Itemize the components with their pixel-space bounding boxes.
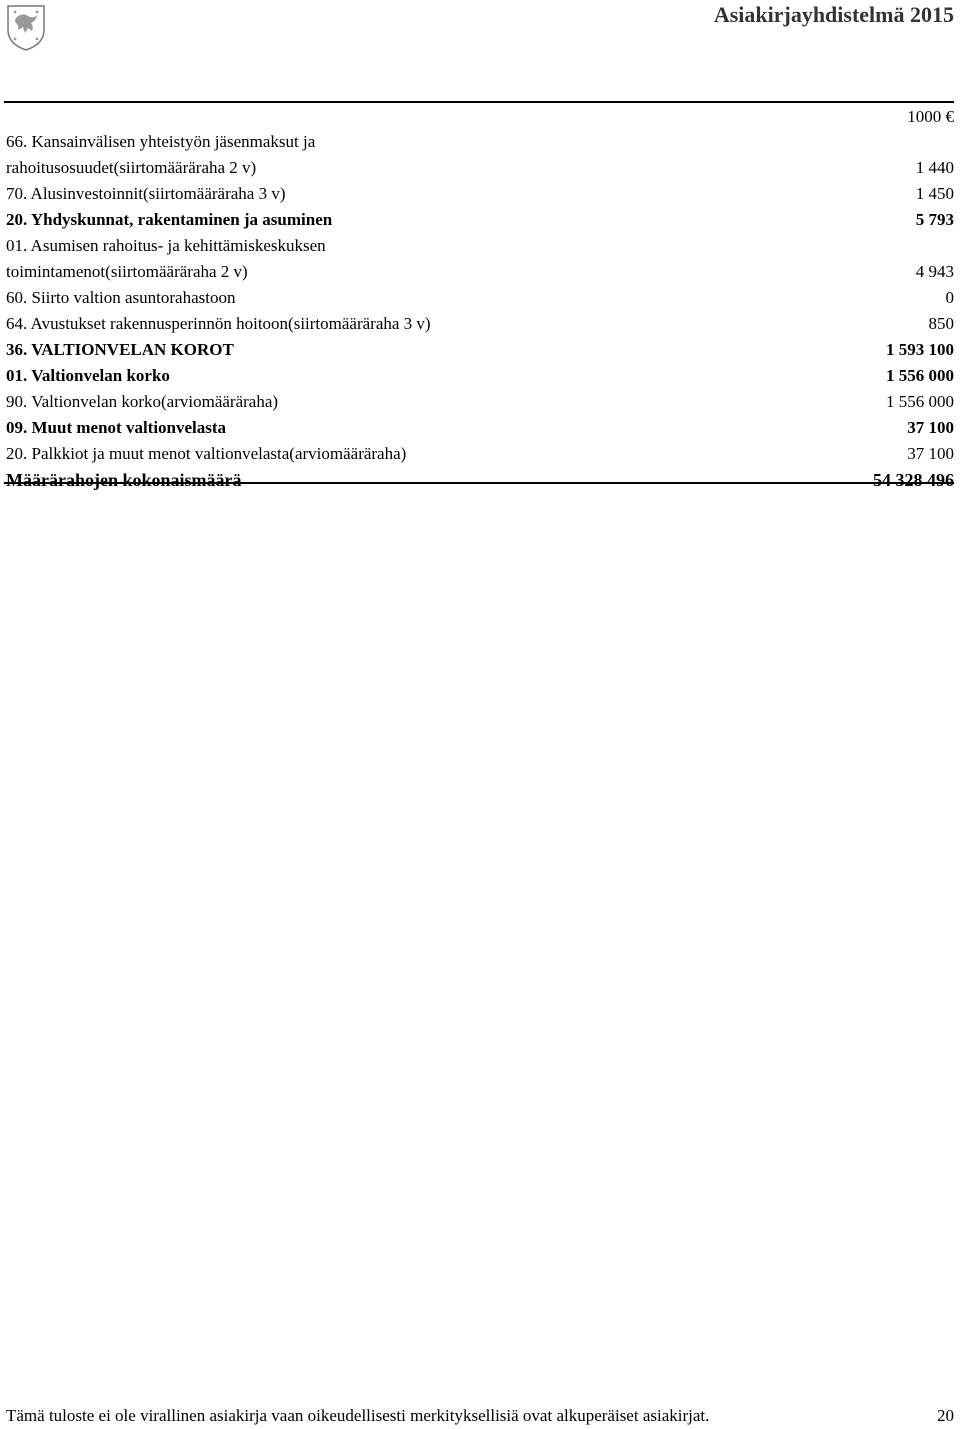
row-label: 36. VALTIONVELAN KOROT <box>6 340 234 359</box>
table-top-rule <box>4 101 954 103</box>
total-row <box>6 467 954 493</box>
row-value: 0 <box>945 288 954 307</box>
row-label: 66. Kansainvälisen yhteistyön jäsenmaksut ja rahoitusosuudet(siirtomääräraha 2 v) <box>6 132 316 177</box>
table-bottom-rule <box>4 482 954 484</box>
row-label: 01. Valtionvelan korko <box>6 366 170 385</box>
row-value: 1 450 <box>915 184 954 203</box>
row-value: 5 793 <box>915 210 954 229</box>
table-row <box>6 441 954 467</box>
page-footer <box>6 1406 954 1426</box>
row-label: 01. Asumisen rahoitus- ja kehittämiskeskuksen toimintamenot(siirtomääräraha 2 v) <box>6 236 326 281</box>
row-value: 4 943 <box>915 262 954 281</box>
row-value: 1 556 000 <box>886 392 954 411</box>
row-label: 60. Siirto valtion asuntorahastoon <box>6 288 236 307</box>
row-value: 37 100 <box>907 444 954 463</box>
row-label: 20. Palkkiot ja muut menot valtionvelasta(arviomääräraha) <box>6 444 407 463</box>
row-label: 09. Muut menot valtionvelasta <box>6 418 227 437</box>
table-row <box>6 311 954 337</box>
row-label: 64. Avustukset rakennusperinnön hoitoon(siirtomääräraha 3 v) <box>6 314 431 333</box>
row-value: 1 556 000 <box>886 366 954 385</box>
table-row <box>6 181 954 207</box>
document-title: Asiakirjayhdistelmä 2015 <box>713 2 954 27</box>
page-number: 20 <box>937 1406 954 1425</box>
table-row <box>6 415 954 441</box>
table-row <box>6 337 954 363</box>
row-label: 20. Yhdyskunnat, rakentaminen ja asuminen <box>6 210 333 229</box>
row-value: 1 593 100 <box>886 340 954 359</box>
unit-label: 1000 € <box>907 107 954 126</box>
table-row <box>6 285 954 311</box>
table-row <box>6 129 954 181</box>
row-label: 70. Alusinvestoinnit(siirtomääräraha 3 v) <box>6 184 286 203</box>
row-value: 1 440 <box>915 158 954 177</box>
footer-disclaimer: Tämä tuloste ei ole virallinen asiakirja vaan oikeudellisesti merkityksellisiä ovat alkuperäiset asiakirjat. <box>6 1406 710 1425</box>
total-value: 54 328 496 <box>873 470 954 490</box>
row-value: 850 <box>928 314 954 333</box>
table-row <box>6 207 954 233</box>
table-row <box>6 389 954 415</box>
appropriations-table <box>6 129 954 493</box>
row-value: 37 100 <box>907 418 954 437</box>
row-label: 90. Valtionvelan korko(arviomääräraha) <box>6 392 279 411</box>
table-row <box>6 363 954 389</box>
total-label: Määrärahojen kokonaismäärä <box>6 470 242 490</box>
finnish-lion-coat-of-arms-icon <box>4 2 48 52</box>
table-row <box>6 233 954 285</box>
